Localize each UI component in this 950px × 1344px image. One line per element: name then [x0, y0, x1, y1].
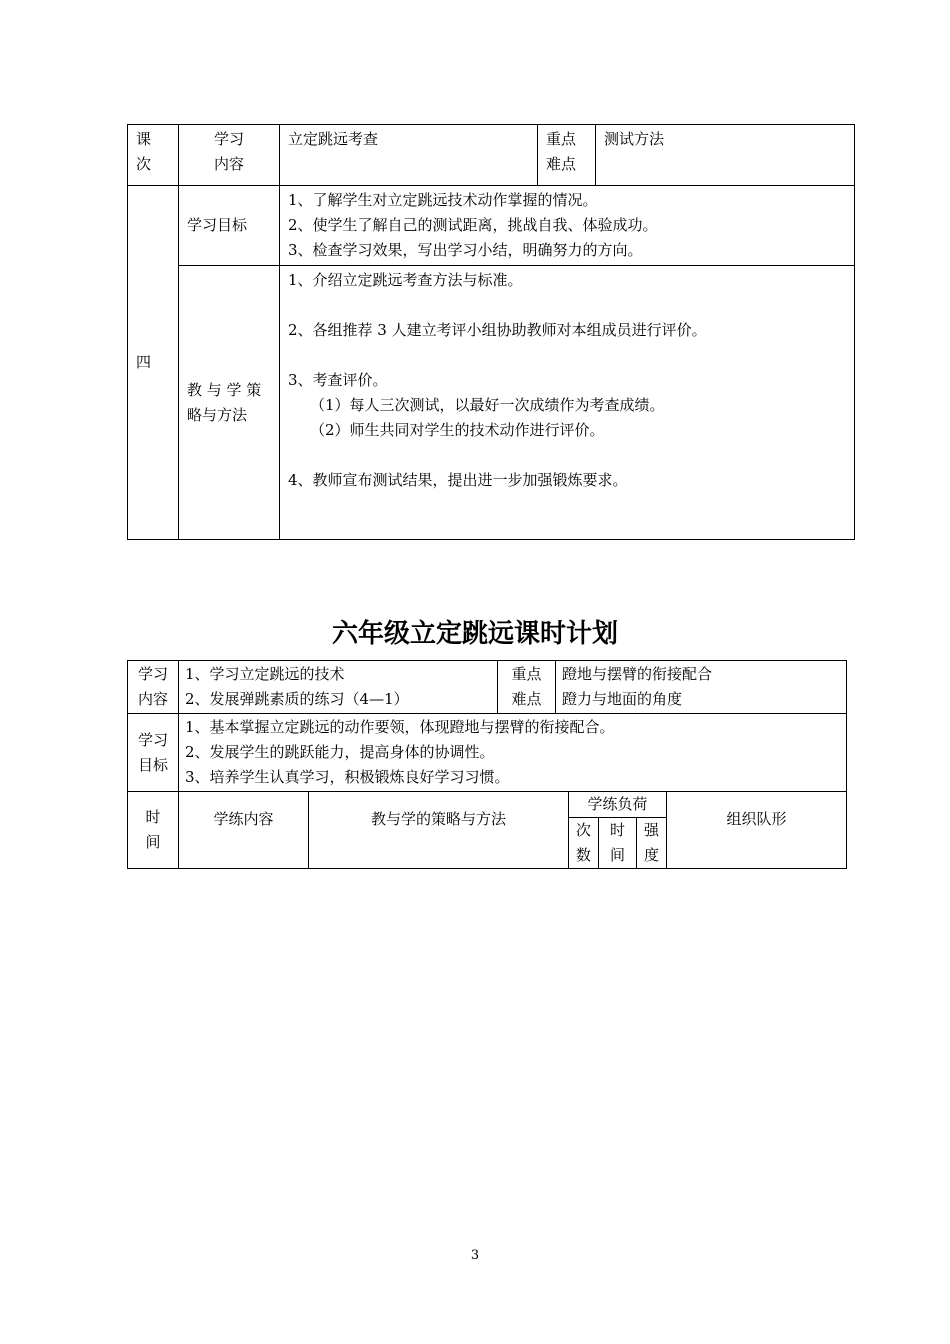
goal-item: 1、基本掌握立定跳远的动作要领，体现蹬地与摆臂的衔接配合。: [185, 718, 615, 736]
plan-key-list: [556, 661, 847, 714]
key-label: 重点 难点: [538, 125, 596, 186]
goal-item: 2、发展学生的跳跃能力，提高身体的协调性。: [185, 743, 495, 761]
content-label: 学习 内容: [179, 125, 280, 186]
method-item: （2）师生共同对学生的技术动作进行评价。: [310, 421, 605, 439]
goal-item: 3、检查学习效果，写出学习小结，明确努力的方向。: [288, 241, 643, 259]
method-item: （1）每人三次测试，以最好一次成绩作为考查成绩。: [310, 396, 665, 414]
lesson-number: 四: [128, 186, 179, 540]
practice-content-label: 学练内容: [179, 792, 309, 869]
time-label: 时 间: [128, 792, 179, 869]
plan-content-label: 学习 内容: [128, 661, 179, 714]
key-value: 测试方法: [596, 125, 855, 186]
plan-goal-label: 学习 目标: [128, 714, 179, 792]
page-number: 3: [470, 1248, 480, 1263]
plan-key-label: 重点 难点: [498, 661, 556, 714]
lesson-table: [127, 124, 855, 540]
goal-item: 2、使学生了解自己的测试距离，挑战自我、体验成功。: [288, 216, 658, 234]
strategy-label: 教与学的策略与方法: [309, 792, 569, 869]
method-list: [280, 266, 855, 540]
content-value: 立定跳远考查: [280, 125, 538, 186]
method-item: 2、各组推荐 3 人建立考评小组协助教师对本组成员进行评价。: [288, 321, 707, 339]
method-item: 4、教师宣布测试结果，提出进一步加强锻炼要求。: [288, 471, 628, 489]
goal-item: 1、了解学生对立定跳远技术动作掌握的情况。: [288, 191, 598, 209]
plan-content-list: [179, 661, 498, 714]
key-item: 蹬地与摆臂的衔接配合: [562, 665, 713, 683]
plan-goal-list: [179, 714, 847, 792]
goal-item: 3、培养学生认真学习，积极锻炼良好学习习惯。: [185, 768, 510, 786]
key-item: 蹬力与地面的角度: [562, 690, 683, 708]
goal-label: 学习目标: [179, 186, 280, 266]
method-item: 1、介绍立定跳远考查方法与标准。: [288, 271, 523, 289]
formation-label: 组织队形: [667, 792, 847, 869]
count-label: 次 数: [569, 818, 599, 869]
content-item: 2、发展弹跳素质的练习（4—1）: [185, 690, 409, 708]
goal-list: [280, 186, 855, 266]
intensity-label: 强 度: [637, 818, 667, 869]
plan-title: 六年级立定跳远课时计划: [331, 619, 618, 649]
method-item: 3、考查评价。: [288, 371, 388, 389]
plan-table: [127, 660, 847, 869]
lesson-no-label: 课 次: [128, 125, 179, 186]
method-label: 教 与 学 策 略与方法: [179, 266, 280, 540]
load-label: 学练负荷: [569, 792, 667, 818]
content-item: 1、学习立定跳远的技术: [185, 665, 345, 683]
duration-label: 时 间: [599, 818, 637, 869]
